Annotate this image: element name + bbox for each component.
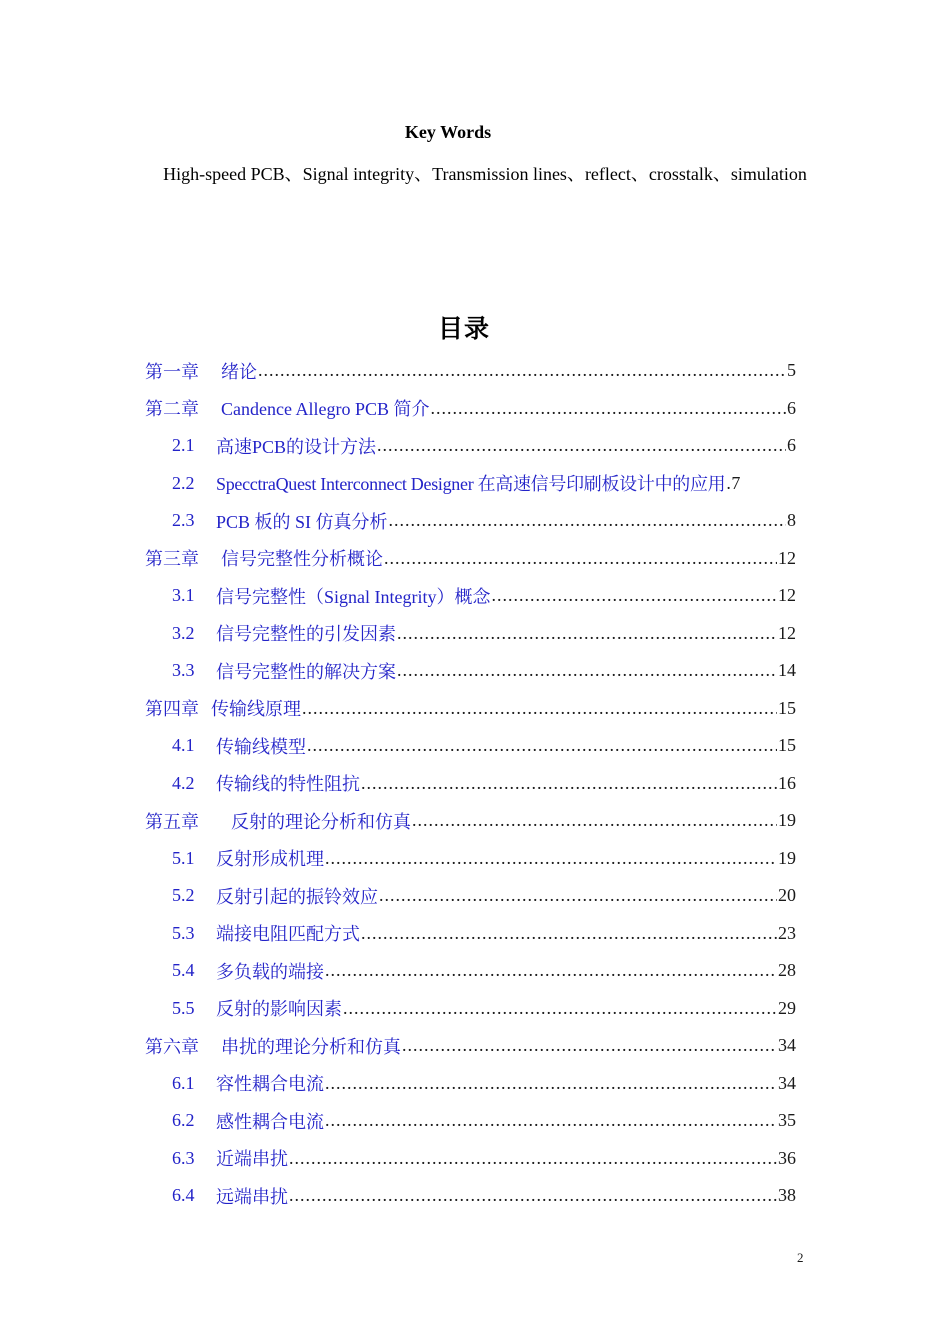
toc-entry-section-5-5[interactable] [0, 990, 950, 1028]
toc-entry-page: 12 [778, 622, 796, 643]
toc-leader-dots [389, 510, 786, 531]
toc-entry-label: 5.4 [172, 960, 195, 981]
toc-entry-page: 15 [778, 697, 796, 718]
toc-leader-dots [377, 435, 786, 456]
toc-entry-section-5-3[interactable] [0, 915, 950, 953]
toc-leader-dots [491, 585, 777, 606]
toc-entry-page: 6 [787, 397, 796, 418]
toc-entry-title: 信号完整性的解决方案 [216, 661, 396, 682]
toc-entry-section-2-3[interactable] [0, 502, 950, 540]
toc-entry-page: 12 [778, 585, 796, 606]
toc-entry-label: 第五章 [145, 811, 199, 832]
toc-entry-section-5-4[interactable] [0, 952, 950, 990]
toc-entry-section-6-4[interactable] [0, 1177, 950, 1215]
toc-entry-label: 4.2 [172, 772, 195, 793]
toc-leader-dots [397, 660, 777, 681]
toc-leader-dots [379, 885, 777, 906]
toc-entry-label: 4.1 [172, 735, 195, 756]
toc-entry-label: 第二章 [145, 399, 199, 420]
keywords-text: High-speed PCB、Signal integrity、Transmission lines、reflect、crosstalk、simulation [163, 164, 807, 184]
toc-entry-label: 第四章 [145, 699, 199, 720]
toc-entry-section-6-3[interactable] [0, 1140, 950, 1178]
toc-entry-label: 第一章 [145, 361, 199, 382]
toc-entry-page: 34 [778, 1072, 796, 1093]
toc-entry-label: 第三章 [145, 549, 199, 570]
toc-entry-page: 6 [787, 435, 796, 456]
toc-entry-page: 12 [778, 547, 796, 568]
toc-entry-label: 6.3 [172, 1147, 195, 1168]
toc-entry-label: 5.3 [172, 922, 195, 943]
toc-entry-label: 第六章 [145, 1036, 199, 1057]
toc-entry-label: 6.1 [172, 1072, 195, 1093]
toc-entry-label: 3.3 [172, 660, 195, 681]
toc-entry-label: 5.1 [172, 847, 195, 868]
toc-entry-page: 16 [778, 772, 796, 793]
toc-entry-title: 反射引起的振铃效应 [216, 886, 378, 907]
toc-entry-title: 信号完整性的引发因素 [216, 624, 396, 645]
toc-entry-chapter-6[interactable] [0, 1027, 950, 1065]
toc-entry-label: 2.2 [172, 472, 195, 493]
table-of-contents [0, 352, 950, 1215]
toc-entry-chapter-2[interactable] [0, 390, 950, 428]
toc-entry-title: 串扰的理论分析和仿真 [221, 1036, 401, 1057]
toc-entry-section-2-2[interactable] [0, 465, 950, 503]
toc-leader-dots [343, 998, 777, 1019]
toc-entry-label: 3.1 [172, 585, 195, 606]
toc-entry-title: 传输线模型 [216, 736, 306, 757]
toc-entry-title: 端接电阻匹配方式 [216, 924, 360, 945]
toc-entry-page: 15 [778, 735, 796, 756]
toc-leader-dots [361, 923, 777, 944]
toc-entry-title: SpecctraQuest Interconnect Designer 在高速信号印刷板设计中的应用 [216, 474, 726, 495]
toc-leader-dots [302, 698, 777, 719]
toc-entry-title: 高速PCB的设计方法 [216, 436, 377, 457]
toc-entry-title: 绪论 [221, 361, 257, 382]
toc-leader-dots [307, 735, 777, 756]
toc-entry-title: Candence Allegro PCB 简介 [221, 399, 430, 420]
toc-entry-title: PCB 板的 SI 仿真分析 [216, 511, 388, 532]
toc-leader-dots [402, 1035, 777, 1056]
toc-entry-page: 23 [778, 922, 796, 943]
toc-entry-page: 8 [787, 510, 796, 531]
toc-entry-page: 20 [778, 885, 796, 906]
toc-leader-dots [325, 960, 777, 981]
toc-entry-title: 多负载的端接 [216, 961, 324, 982]
toc-entry-title: 近端串扰 [216, 1149, 288, 1170]
toc-entry-page: 5 [787, 360, 796, 381]
toc-leader-dots [397, 623, 777, 644]
toc-leader-dots [361, 773, 777, 794]
toc-entry-title: 远端串扰 [216, 1186, 288, 1207]
toc-entry-title: 传输线的特性阻抗 [216, 774, 360, 795]
toc-entry-chapter-4[interactable] [0, 690, 950, 728]
toc-entry-label: 5.2 [172, 885, 195, 906]
toc-entry-section-4-2[interactable] [0, 765, 950, 803]
toc-entry-page: 38 [778, 1185, 796, 1206]
toc-entry-label: 2.3 [172, 510, 195, 531]
toc-entry-page: 36 [778, 1147, 796, 1168]
toc-leader-dots [384, 548, 777, 569]
toc-entry-label: 5.5 [172, 997, 195, 1018]
toc-leader-dots [325, 848, 777, 869]
toc-entry-chapter-5[interactable] [0, 802, 950, 840]
toc-entry-title: 信号完整性分析概论 [221, 549, 383, 570]
toc-entry-label: 6.2 [172, 1110, 195, 1131]
toc-entry-section-4-1[interactable] [0, 727, 950, 765]
toc-entry-title: 反射的理论分析和仿真 [231, 811, 411, 832]
toc-entry-page: 14 [778, 660, 796, 681]
toc-title: 目录 [437, 316, 490, 343]
toc-entry-title: 感性耦合电流 [216, 1111, 324, 1132]
toc-leader-dots [430, 398, 786, 419]
toc-entry-page: 19 [778, 847, 796, 868]
toc-entry-chapter-1[interactable] [0, 352, 950, 390]
toc-leader-dots [412, 810, 777, 831]
toc-entry-chapter-3[interactable] [0, 540, 950, 578]
toc-entry-title: 反射的影响因素 [216, 999, 342, 1020]
toc-entry-section-6-2[interactable] [0, 1102, 950, 1140]
toc-entry-section-5-1[interactable] [0, 840, 950, 878]
toc-entry-page: 28 [778, 960, 796, 981]
toc-entry-page: 35 [778, 1110, 796, 1131]
toc-leader-dots [258, 360, 786, 381]
toc-entry-section-3-1[interactable] [0, 577, 950, 615]
toc-entry-page: 29 [778, 997, 796, 1018]
toc-entry-label: 3.2 [172, 622, 195, 643]
toc-leader-dots [289, 1185, 777, 1206]
toc-entry-page: 19 [778, 810, 796, 831]
toc-entry-section-5-2[interactable] [0, 877, 950, 915]
toc-leader-dots [289, 1148, 777, 1169]
toc-entry-section-2-1[interactable] [0, 427, 950, 465]
toc-entry-page: 7 [731, 472, 741, 493]
toc-leader-dots [325, 1110, 777, 1131]
toc-entry-section-6-1[interactable] [0, 1065, 950, 1103]
toc-entry-title: 传输线原理 [211, 699, 301, 720]
toc-entry-title: 容性耦合电流 [216, 1074, 324, 1095]
keywords-heading: Key Words [404, 122, 492, 142]
toc-entry-page: 34 [778, 1035, 796, 1056]
toc-leader-dots [726, 473, 730, 494]
toc-entry-section-3-3[interactable] [0, 652, 950, 690]
toc-leader-dots [325, 1073, 777, 1094]
toc-entry-label: 6.4 [172, 1185, 195, 1206]
toc-entry-section-3-2[interactable] [0, 615, 950, 653]
toc-entry-title: 反射形成机理 [216, 849, 324, 870]
toc-entry-title: 信号完整性（Signal Integrity）概念 [216, 586, 491, 607]
toc-entry-label: 2.1 [172, 435, 195, 456]
page-number: 2 [797, 1250, 804, 1265]
